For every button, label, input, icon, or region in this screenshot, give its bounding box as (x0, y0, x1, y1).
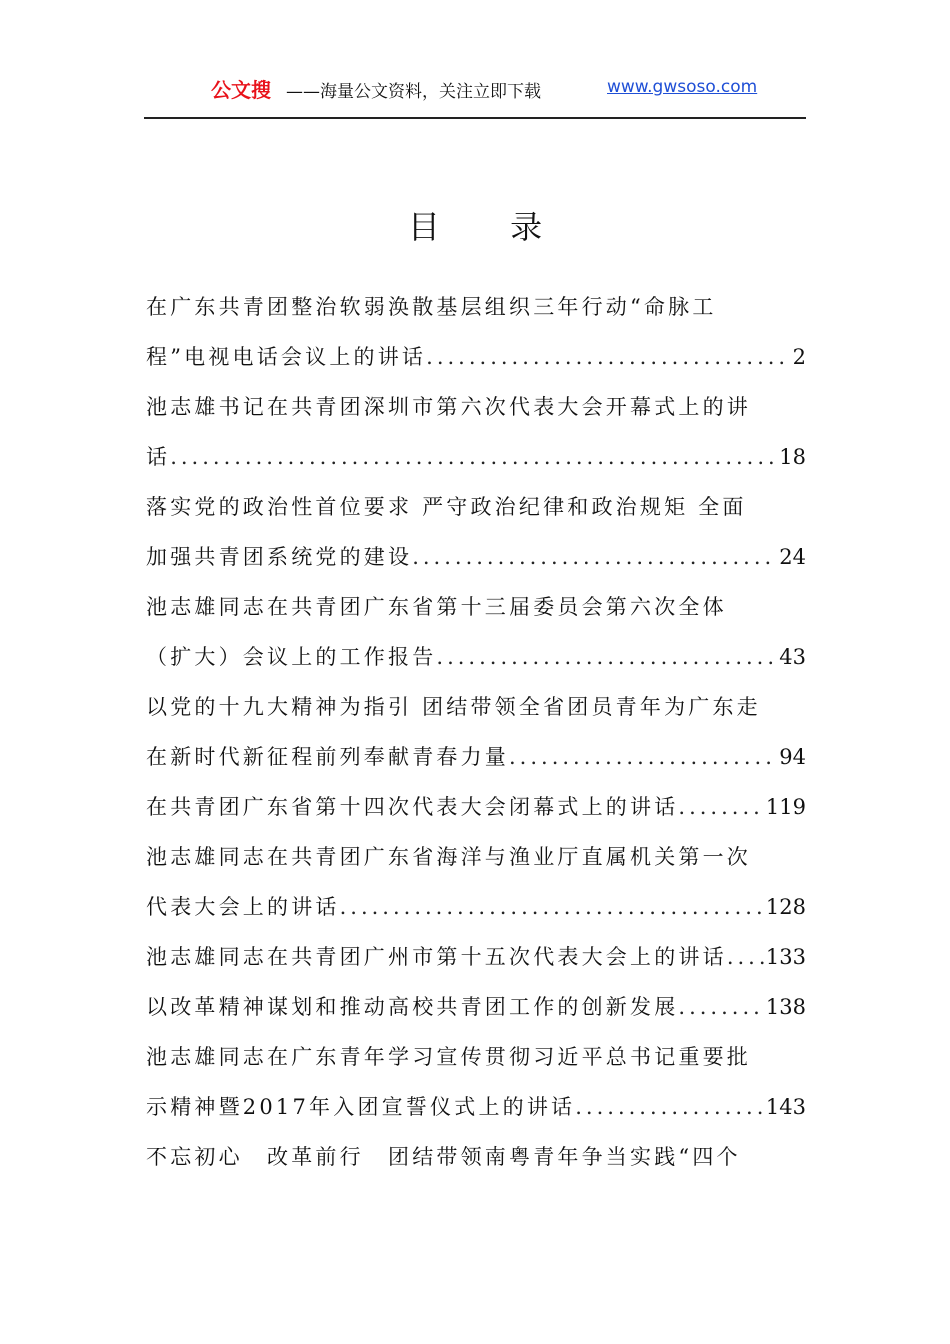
toc-entry-title: 代表大会上的讲话 (146, 895, 340, 919)
toc-entry[interactable] (146, 982, 806, 1032)
brand-logo-text: 公文搜 (211, 78, 271, 102)
header-divider (144, 117, 806, 119)
toc-page-number: 128 (765, 895, 806, 919)
toc-entry-title: 以改革精神谋划和推动高校共青团工作的创新发展 (146, 995, 679, 1019)
toc-entry[interactable] (146, 382, 806, 482)
toc-leader-dots (575, 1082, 764, 1132)
toc-page-number: 119 (765, 795, 806, 819)
toc-entry-line: 落实党的政治性首位要求 严守政治纪律和政治规矩 全面 (146, 495, 747, 519)
toc-leader-dots (678, 982, 764, 1032)
toc-entry[interactable] (146, 282, 806, 382)
toc-leader-dots (436, 632, 777, 682)
website-link[interactable]: www.gwsoso.com (607, 77, 758, 97)
toc-entry[interactable] (146, 1032, 806, 1132)
toc-entry-line (146, 332, 806, 382)
toc-entry-line (146, 532, 806, 582)
toc-entry[interactable] (146, 782, 806, 832)
toc-page-number: 138 (765, 995, 806, 1019)
toc-leader-dots (509, 732, 777, 782)
toc-entry-line: 池志雄书记在共青团深圳市第六次代表大会开幕式上的讲 (146, 395, 751, 419)
toc-page-number: 2 (792, 345, 806, 369)
toc-entry-line: 池志雄同志在广东青年学习宣传贯彻习近平总书记重要批 (146, 1045, 751, 1069)
toc-entry-line: 池志雄同志在共青团广东省第十三届委员会第六次全体 (146, 595, 727, 619)
header-slogan: ——海量公文资料，关注立即下载 (286, 82, 541, 102)
toc-entry[interactable] (146, 1132, 806, 1182)
toc-entry-line: 以党的十九大精神为指引 团结带领全省团员青年为广东走 (146, 695, 761, 719)
toc-entry-line (146, 632, 806, 682)
toc-entry[interactable] (146, 932, 806, 982)
toc-page-number: 24 (779, 545, 806, 569)
toc-entry-title: 加强共青团系统党的建设 (146, 545, 413, 569)
page-header (144, 72, 806, 102)
toc-entry[interactable] (146, 482, 806, 582)
toc-entry-title: 话 (146, 445, 171, 469)
toc-leader-dots (412, 532, 777, 582)
toc-entry[interactable] (146, 682, 806, 782)
toc-entry-line (146, 982, 806, 1032)
toc-entry-title: 在共青团广东省第十四次代表大会闭幕式上的讲话 (146, 795, 679, 819)
toc-entry-line: 不忘初心 改革前行 团结带领南粤青年争当实践“四个 (146, 1145, 741, 1169)
toc-entry-line: 池志雄同志在共青团广东省海洋与渔业厅直属机关第一次 (146, 845, 751, 869)
toc-entry-title: （扩大）会议上的工作报告 (146, 645, 437, 669)
toc-leader-dots (426, 332, 790, 382)
table-of-contents (146, 282, 806, 1182)
toc-entry-line (146, 732, 806, 782)
toc-page-number: 143 (765, 1095, 806, 1119)
toc-page-number: 94 (779, 745, 806, 769)
toc-page-number: 43 (779, 645, 806, 669)
toc-entry-line (146, 1082, 806, 1132)
toc-entry-line (146, 882, 806, 932)
toc-page-number: 133 (765, 945, 806, 969)
toc-entry-line (146, 432, 806, 482)
toc-leader-dots (678, 782, 764, 832)
toc-entry-title: 示精神暨2017年入团宣誓仪式上的讲话 (146, 1095, 576, 1119)
toc-entry-line (146, 782, 806, 832)
page-title: 目 录 (407, 208, 573, 246)
toc-page-number: 18 (779, 445, 806, 469)
toc-entry-line: 在广东共青团整治软弱涣散基层组织三年行动“命脉工 (146, 295, 717, 319)
toc-entry[interactable] (146, 832, 806, 932)
toc-entry-title: 在新时代新征程前列奉献青春力量 (146, 745, 509, 769)
toc-entry-title: 程”电视电话会议上的讲话 (146, 345, 427, 369)
toc-leader-dots (170, 432, 777, 482)
toc-leader-dots (340, 882, 764, 932)
toc-entry[interactable] (146, 582, 806, 682)
toc-leader-dots (727, 932, 764, 982)
toc-entry-line (146, 932, 806, 982)
toc-entry-title: 池志雄同志在共青团广州市第十五次代表大会上的讲话 (146, 945, 727, 969)
